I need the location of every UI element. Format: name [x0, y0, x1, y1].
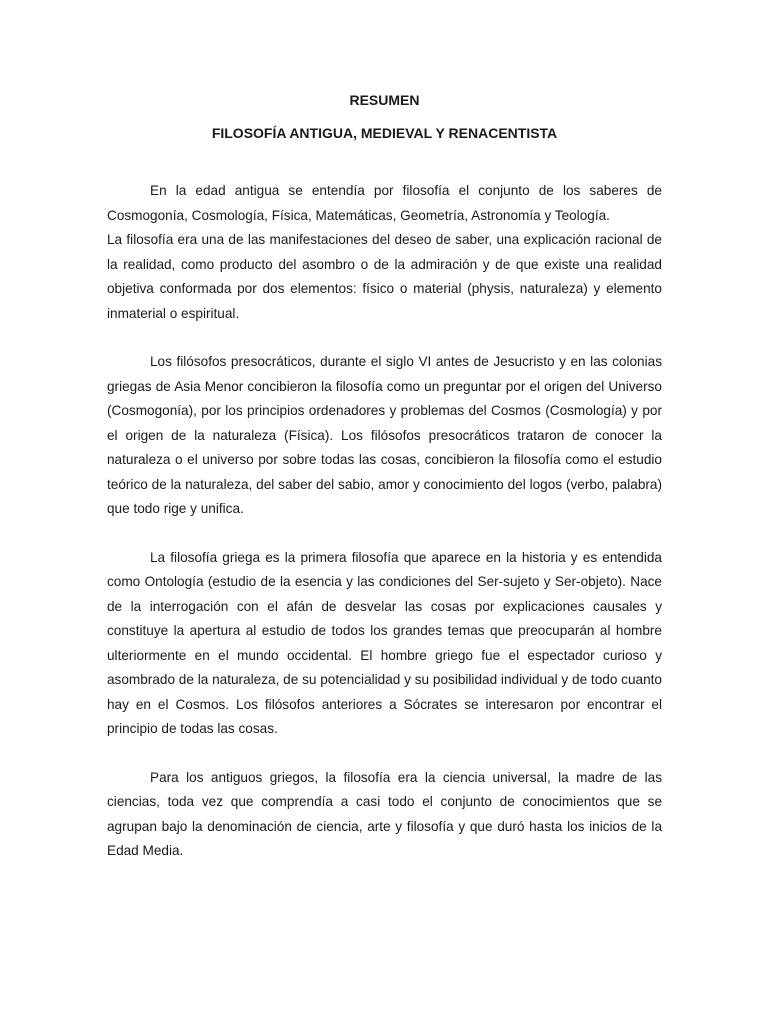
paragraph-1: En la edad antigua se entendía por filosofía el conjunto de los saberes de Cosmogonía, Cosmología, Física, Matemáticas, Geometría, Astronomía y Teología.: [107, 183, 662, 223]
paragraph-5: Para los antiguos griegos, la filosofía era la ciencia universal, la madre de las ciencias, toda vez que comprendía a casi todo el conjunto de conocimientos que se agrupan bajo la denominación de ciencia, arte y filosofía y que duró hasta los inicios de la Edad Media.: [107, 769, 662, 858]
paragraph-4: La filosofía griega es la primera filosofía que aparece en la historia y es entendida como Ontología (estudio de la esencia y las condiciones del Ser-sujeto y Ser-objeto). Nace de la interrogación con el afán de desvelar las cosas por explicaciones causales y constituye la apertura al estudio de todos los grandes temas que preocuparán al hombre ulteriormente en el mundo occidental. El hombre griego fue el espectador curioso y asombrado de la naturaleza, de su potencialidad y su posibilidad individual y de todo cuanto hay en el Cosmos. Los filósofos anteriores a Sócrates se interesaron por encontrar el principio de todas las cosas.: [107, 549, 662, 736]
paragraph-2: La filosofía era una de las manifestaciones del deseo de saber, una explicación racional de la realidad, como producto del asombro o de la admiración y de que existe una realidad objetiva conformada por dos elementos: físico o material (physis, naturaleza) y elemento inmaterial o espiritual.: [107, 232, 662, 321]
document-subtitle: FILOSOFÍA ANTIGUA, MEDIEVAL Y RENACENTISTA: [211, 125, 558, 141]
paragraph-3: Los filósofos presocráticos, durante el siglo VI antes de Jesucristo y en las colonias griegas de Asia Menor concibieron la filosofía como un preguntar por el origen del Universo (Cosmogonía), por los principios ordenadores y problemas del Cosmos (Cosmología) y por el origen de la naturaleza (Física). Los filósofos presocráticos trataron de conocer la naturaleza o el universo por sobre todas las cosas, concibieron la filosofía como el estudio teórico de la naturaleza, del saber del sabio, amor y conocimiento del logos (verbo, palabra) que todo rige y unifica.: [107, 354, 662, 516]
document-title: RESUMEN: [349, 92, 420, 108]
